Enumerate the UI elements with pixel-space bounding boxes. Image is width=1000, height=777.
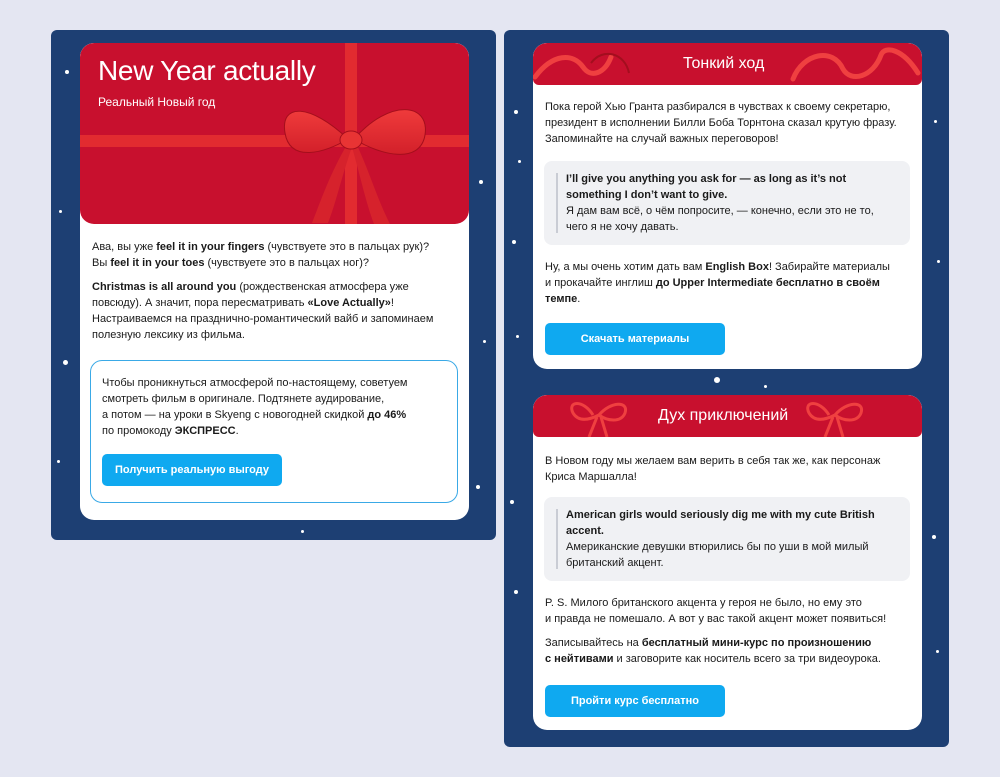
quote-translation: Я дам вам всё, о чём попросите, — конечно, если это не то, [566, 205, 874, 217]
quote-block: American girls would seriously dig me with my cute British accent. Американские девушки втюрились бы по уши в мой милый британский акцент. [544, 497, 910, 581]
left-email-card [80, 43, 469, 520]
dukh-intro: В Новом году мы желаем вам верить в себя так же, как персонаж Криса Маршалла! [545, 455, 881, 483]
mini-course-paragraph: Записывайтесь на бесплатный мини-курс по произношению с нейтивами и заговорите как носитель всего за три видеоурока. [545, 637, 881, 665]
promo-box [90, 360, 458, 503]
ps-paragraph: P. S. Милого британского акцента у героя не было, но ему это и правда не помешало. А вот у вас такой акцент может появиться! [545, 597, 887, 625]
tonkiy-hod-card [533, 43, 922, 369]
hero-subtitle: Реальный Новый год [98, 95, 216, 109]
tonkiy-hod-title: Тонкий ход [683, 55, 765, 72]
quote-block: I’ll give you anything you ask for — as long as it’s not something I don’t want to give. Я дам вам всё, о чём попросите, — конечно, если это не то, чего я не хочу давать. [544, 161, 910, 245]
take-course-button[interactable]: Пройти курс бесплатно [545, 685, 725, 717]
tonkiy-hod-header [533, 43, 922, 85]
dukh-priklyucheniy-card [533, 395, 922, 730]
quote-english: American girls would seriously dig me with my cute British [566, 509, 875, 521]
dukh-priklyucheniy-header [533, 395, 922, 437]
english-box-paragraph: Ну, а мы очень хотим дать вам English Box! Забирайте материалы и прокачайте инглиш до Upper Intermediate бесплатно в своём темпе. [545, 261, 890, 305]
tonkiy-hod-intro: Пока герой Хью Гранта разбирался в чувствах к своему секретарю, президент в исполнении Билли Боба Торнтона сказал крутую фразу. Запоминайте на случай важных переговоров! [545, 101, 897, 145]
download-materials-button[interactable]: Скачать материалы [545, 323, 725, 355]
left-email-panel [51, 30, 496, 540]
dukh-priklyucheniy-title: Дух приключений [658, 407, 789, 424]
christmas-paragraph: Christmas is all around you (рождественская атмосфера уже повсюду). А значит, пора пересматривать «Love Actually»! Настраиваемся на празднично-романтический вайб и запоминаем полезную лексику из фильма. [92, 281, 434, 341]
intro-paragraph: Ава, вы уже feel it in your fingers (чувствуете это в пальцах рук)? Вы feel it in your toes (чувствуете это в пальцах ног)? [92, 241, 430, 269]
promo-text: Чтобы проникнуться атмосферой по-настоящему, советуем смотреть фильм в оригинале. Подтянете аудирование, а потом — на уроки в Skyeng с новогодней скидкой до 46% по промокоду ЭКСПРЕСС. [102, 377, 408, 437]
right-email-panel [504, 30, 949, 747]
hero-title: New Year actually [98, 55, 316, 86]
get-discount-button[interactable]: Получить реальную выгоду [102, 454, 282, 486]
hero-banner [80, 43, 469, 224]
quote-english: I’ll give you anything you ask for — as long as it’s not [566, 173, 847, 185]
quote-translation: Американские девушки втюрились бы по уши в мой милый [566, 541, 869, 553]
